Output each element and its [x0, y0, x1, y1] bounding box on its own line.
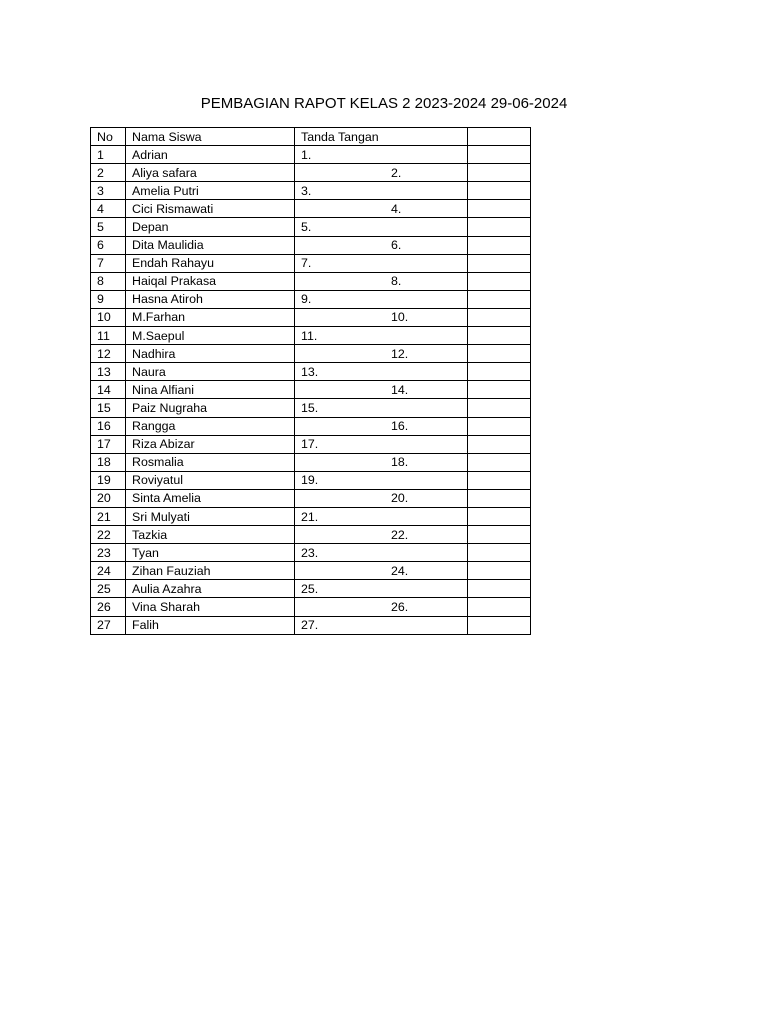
row-number: 25 — [91, 580, 126, 598]
table-row — [91, 218, 531, 236]
student-name: Sinta Amelia — [126, 489, 295, 507]
signature-cell: 11. — [295, 327, 468, 345]
signature-cell: 23. — [295, 544, 468, 562]
extra-cell — [468, 327, 531, 345]
student-name: Vina Sharah — [126, 598, 295, 616]
extra-cell — [468, 363, 531, 381]
student-name: Falih — [126, 616, 295, 634]
attendance-table — [90, 127, 531, 635]
header-no: No — [91, 128, 126, 146]
row-number: 5 — [91, 218, 126, 236]
signature-cell: 15. — [295, 399, 468, 417]
table-row — [91, 471, 531, 489]
row-number: 10 — [91, 308, 126, 326]
row-number: 14 — [91, 381, 126, 399]
table-row — [91, 417, 531, 435]
student-name: Tazkia — [126, 526, 295, 544]
table-row — [91, 308, 531, 326]
extra-cell — [468, 435, 531, 453]
row-number: 24 — [91, 562, 126, 580]
extra-cell — [468, 489, 531, 507]
row-number: 15 — [91, 399, 126, 417]
table-row — [91, 526, 531, 544]
signature-cell: 7. — [295, 254, 468, 272]
table-row — [91, 146, 531, 164]
signature-cell: 4. — [295, 200, 468, 218]
signature-cell: 10. — [295, 308, 468, 326]
signature-cell: 16. — [295, 417, 468, 435]
student-name: Endah Rahayu — [126, 254, 295, 272]
extra-cell — [468, 290, 531, 308]
row-number: 7 — [91, 254, 126, 272]
row-number: 13 — [91, 363, 126, 381]
signature-cell: 26. — [295, 598, 468, 616]
extra-cell — [468, 580, 531, 598]
extra-cell — [468, 507, 531, 525]
row-number: 4 — [91, 200, 126, 218]
signature-cell: 20. — [295, 489, 468, 507]
student-name: Rosmalia — [126, 453, 295, 471]
signature-cell: 18. — [295, 453, 468, 471]
student-name: Tyan — [126, 544, 295, 562]
signature-cell: 9. — [295, 290, 468, 308]
student-name: Haiqal Prakasa — [126, 272, 295, 290]
row-number: 19 — [91, 471, 126, 489]
extra-cell — [468, 417, 531, 435]
header-signature: Tanda Tangan — [295, 128, 468, 146]
signature-cell: 1. — [295, 146, 468, 164]
extra-cell — [468, 399, 531, 417]
student-name: Zihan Fauziah — [126, 562, 295, 580]
table-row — [91, 363, 531, 381]
signature-cell: 12. — [295, 345, 468, 363]
table-row — [91, 598, 531, 616]
signature-cell: 5. — [295, 218, 468, 236]
student-name: Naura — [126, 363, 295, 381]
table-row — [91, 399, 531, 417]
table-header-row — [91, 128, 531, 146]
document-title: PEMBAGIAN RAPOT KELAS 2 2023-2024 29-06-2024 — [200, 95, 568, 112]
signature-cell: 22. — [295, 526, 468, 544]
signature-cell: 21. — [295, 507, 468, 525]
student-name: Riza Abizar — [126, 435, 295, 453]
student-name: M.Saepul — [126, 327, 295, 345]
student-name: Nadhira — [126, 345, 295, 363]
table-row — [91, 489, 531, 507]
table-row — [91, 435, 531, 453]
student-name: Hasna Atiroh — [126, 290, 295, 308]
row-number: 8 — [91, 272, 126, 290]
student-name: Rangga — [126, 417, 295, 435]
extra-cell — [468, 345, 531, 363]
signature-cell: 27. — [295, 616, 468, 634]
row-number: 12 — [91, 345, 126, 363]
table-row — [91, 290, 531, 308]
table-row — [91, 236, 531, 254]
extra-cell — [468, 526, 531, 544]
student-name: Aliya safara — [126, 164, 295, 182]
row-number: 3 — [91, 182, 126, 200]
row-number: 11 — [91, 327, 126, 345]
row-number: 22 — [91, 526, 126, 544]
row-number: 6 — [91, 236, 126, 254]
student-name: Dita Maulidia — [126, 236, 295, 254]
signature-cell: 6. — [295, 236, 468, 254]
student-name: M.Farhan — [126, 308, 295, 326]
row-number: 27 — [91, 616, 126, 634]
extra-cell — [468, 562, 531, 580]
signature-cell: 2. — [295, 164, 468, 182]
extra-cell — [468, 200, 531, 218]
table-row — [91, 381, 531, 399]
student-name: Adrian — [126, 146, 295, 164]
table-row — [91, 327, 531, 345]
row-number: 16 — [91, 417, 126, 435]
header-student-name: Nama Siswa — [126, 128, 295, 146]
extra-cell — [468, 236, 531, 254]
table-row — [91, 562, 531, 580]
student-name: Aulia Azahra — [126, 580, 295, 598]
student-name: Amelia Putri — [126, 182, 295, 200]
table-row — [91, 544, 531, 562]
signature-cell: 17. — [295, 435, 468, 453]
extra-cell — [468, 146, 531, 164]
row-number: 9 — [91, 290, 126, 308]
signature-cell: 3. — [295, 182, 468, 200]
student-name: Sri Mulyati — [126, 507, 295, 525]
table-row — [91, 345, 531, 363]
extra-cell — [468, 218, 531, 236]
extra-cell — [468, 616, 531, 634]
signature-cell: 14. — [295, 381, 468, 399]
table-row — [91, 182, 531, 200]
signature-cell: 25. — [295, 580, 468, 598]
row-number: 18 — [91, 453, 126, 471]
attendance-table-body — [91, 128, 531, 635]
row-number: 17 — [91, 435, 126, 453]
extra-cell — [468, 453, 531, 471]
extra-cell — [468, 308, 531, 326]
table-row — [91, 616, 531, 634]
signature-cell: 19. — [295, 471, 468, 489]
table-row — [91, 254, 531, 272]
row-number: 26 — [91, 598, 126, 616]
student-name: Paiz Nugraha — [126, 399, 295, 417]
table-row — [91, 164, 531, 182]
student-name: Cici Rismawati — [126, 200, 295, 218]
extra-cell — [468, 381, 531, 399]
table-row — [91, 580, 531, 598]
extra-cell — [468, 164, 531, 182]
signature-cell: 13. — [295, 363, 468, 381]
header-extra — [468, 128, 531, 146]
row-number: 21 — [91, 507, 126, 525]
extra-cell — [468, 544, 531, 562]
signature-cell: 8. — [295, 272, 468, 290]
student-name: Nina Alfiani — [126, 381, 295, 399]
extra-cell — [468, 182, 531, 200]
table-row — [91, 272, 531, 290]
table-row — [91, 453, 531, 471]
extra-cell — [468, 254, 531, 272]
student-name: Depan — [126, 218, 295, 236]
signature-cell: 24. — [295, 562, 468, 580]
table-row — [91, 200, 531, 218]
row-number: 20 — [91, 489, 126, 507]
row-number: 23 — [91, 544, 126, 562]
extra-cell — [468, 471, 531, 489]
student-name: Roviyatul — [126, 471, 295, 489]
extra-cell — [468, 598, 531, 616]
extra-cell — [468, 272, 531, 290]
row-number: 2 — [91, 164, 126, 182]
table-row — [91, 507, 531, 525]
row-number: 1 — [91, 146, 126, 164]
